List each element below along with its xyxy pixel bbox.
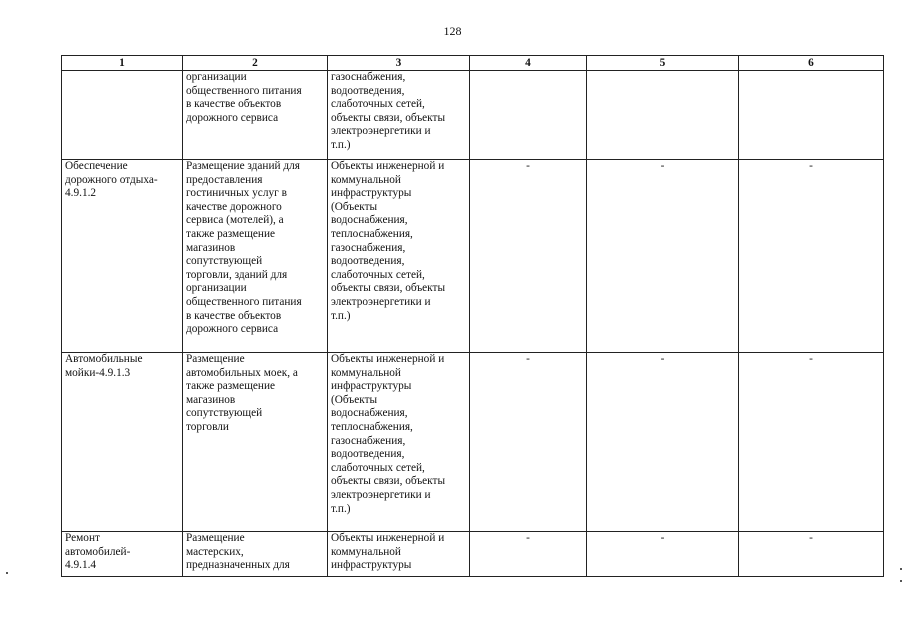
cell-use-description: Размещение автомобильных моек, а также размещение магазинов сопутствующей торговли (183, 353, 328, 532)
cell-auxiliary-uses: Объекты инженерной и коммунальной инфраструктуры (Объекты водоснабжения, теплоснабжения, газоснабжения, водоотведения, слаботочных сетей, объекты связи, объекты электроэнергетики и т.п.) (328, 160, 470, 353)
page-number: 128 (443, 24, 462, 38)
table-row (62, 353, 884, 532)
cell-col-5 (587, 71, 739, 160)
cell-col-6: - (739, 353, 884, 532)
cell-col-6 (739, 71, 884, 160)
cell-col-4: - (470, 353, 587, 532)
cell-use-name: Ремонт автомобилей- 4.9.1.4 (62, 532, 183, 577)
header-col-1: 1 (62, 56, 183, 71)
scan-speck (6, 572, 8, 574)
header-col-3: 3 (328, 56, 470, 71)
cell-auxiliary-uses: Объекты инженерной и коммунальной инфраструктуры (328, 532, 470, 577)
scan-speck (900, 568, 902, 570)
header-col-2: 2 (183, 56, 328, 71)
cell-use-description: организации общественного питания в качестве объектов дорожного сервиса (183, 71, 328, 160)
cell-use-description: Размещение мастерских, предназначенных для (183, 532, 328, 577)
cell-use-name (62, 71, 183, 160)
cell-auxiliary-uses: газоснабжения, водоотведения, слаботочных сетей, объекты связи, объекты электроэнергетики и т.п.) (328, 71, 470, 160)
cell-col-4: - (470, 532, 587, 577)
cell-col-5: - (587, 353, 739, 532)
cell-col-4 (470, 71, 587, 160)
cell-col-6: - (739, 532, 884, 577)
table-row (62, 160, 884, 353)
header-col-4: 4 (470, 56, 587, 71)
scan-speck (900, 580, 902, 582)
land-use-table (61, 55, 884, 577)
cell-auxiliary-uses: Объекты инженерной и коммунальной инфраструктуры (Объекты водоснабжения, теплоснабжения, газоснабжения, водоотведения, слаботочных сетей, объекты связи, объекты электроэнергетики и т.п.) (328, 353, 470, 532)
cell-col-5: - (587, 532, 739, 577)
cell-col-5: - (587, 160, 739, 353)
cell-use-description: Размещение зданий для предоставления гостиничных услуг в качестве дорожного сервиса (мотелей), а также размещение магазинов сопутствующей торговли, зданий для организации общественного питания в качестве объектов дорожного сервиса (183, 160, 328, 353)
header-col-5: 5 (587, 56, 739, 71)
cell-col-6: - (739, 160, 884, 353)
table-row (62, 532, 884, 577)
cell-use-name: Обеспечение дорожного отдыха- 4.9.1.2 (62, 160, 183, 353)
header-col-6: 6 (739, 56, 884, 71)
cell-use-name: Автомобильные мойки-4.9.1.3 (62, 353, 183, 532)
table-row (62, 71, 884, 160)
table-header-row (62, 56, 884, 71)
cell-col-4: - (470, 160, 587, 353)
